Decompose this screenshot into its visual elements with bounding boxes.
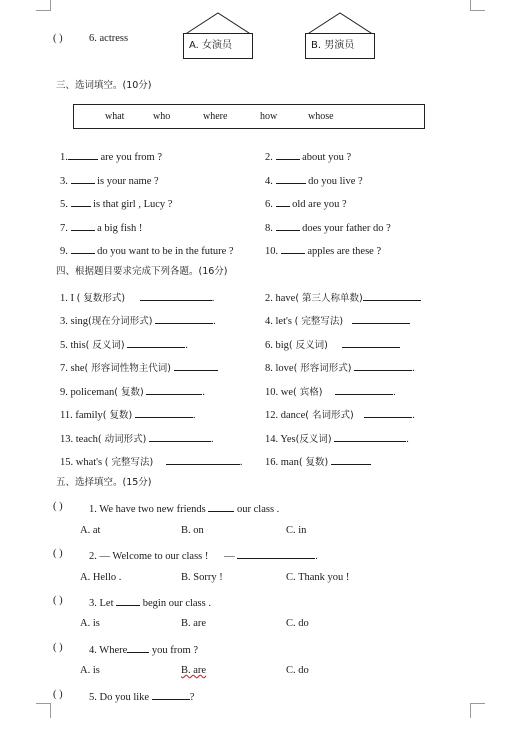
word-bank-box (73, 104, 425, 129)
choice-question: 4. Where you from ? (89, 641, 198, 658)
choice-option: A. is (80, 665, 100, 676)
choice-option: C. do (286, 665, 309, 676)
word-form-item: 2. have( 第三人称单数) (265, 289, 421, 306)
word-form-item: 11. family( 复数) . (60, 406, 195, 423)
word-bank-word: whose (308, 111, 334, 122)
choice-question: 3. Let begin our class . (89, 594, 211, 611)
crop-mark-top-left (36, 0, 51, 11)
section4-title: 四、根据题目要求完成下列各题。(16分) (56, 266, 228, 277)
choice-option: A. Hello . (80, 572, 122, 583)
word-form-item: 12. dance( 名词形式) . (265, 406, 415, 423)
choice-option: A. at (80, 525, 101, 536)
house-option-a (183, 12, 253, 60)
crop-mark-top-right (470, 0, 485, 11)
word-form-item: 13. teach( 动词形式) . (60, 430, 214, 447)
house-option-b (305, 12, 375, 60)
choice-option: C. in (286, 525, 307, 536)
word-form-item: 16. man( 复数) (265, 453, 371, 470)
choice-question: 1. We have two new friends our class . (89, 500, 279, 517)
fill-item: 2. about you ? (265, 148, 351, 165)
fill-item: 9. do you want to be in the future ? (60, 242, 234, 259)
house-label: A. 女演员 (189, 40, 233, 51)
fill-item: 8. does your father do ? (265, 219, 391, 236)
choice-option: B. on (181, 525, 204, 536)
fill-item: 3. is your name ? (60, 172, 159, 189)
section5-title: 五、选择填空。(15分) (56, 477, 152, 488)
top-item-text: 6. actress (89, 33, 129, 44)
choice-paren: ( ) (53, 642, 63, 653)
choice-paren: ( ) (53, 689, 63, 700)
word-bank-word: who (153, 111, 171, 122)
choice-question: 5. Do you like ? (89, 688, 194, 705)
word-form-item: 14. Yes(反义词) . (265, 430, 409, 447)
word-form-item: 3. sing(现在分词形式) . (60, 312, 216, 329)
house-label: B. 男演员 (311, 40, 355, 51)
word-bank-word: where (203, 111, 228, 122)
fill-item: 10. apples are these ? (265, 242, 381, 259)
choice-paren: ( ) (53, 548, 63, 559)
fill-item: 1. are you from ? (60, 148, 162, 165)
word-form-item: 15. what's ( 完整写法) . (60, 453, 242, 470)
fill-item: 7. a big fish ! (60, 219, 142, 236)
choice-option: A. is (80, 618, 100, 629)
word-form-item: 6. big( 反义词) (265, 336, 400, 353)
fill-item: 6. old are you ? (265, 195, 347, 212)
crop-mark-bottom-left (36, 703, 51, 718)
section3-title: 三、选词填空。(10分) (56, 80, 152, 91)
choice-option: C. Thank you ! (286, 572, 350, 583)
crop-mark-bottom-right (470, 703, 485, 718)
choice-question: 2. — Welcome to our class ! — . (89, 547, 318, 564)
choice-option: B. are (181, 618, 207, 629)
word-form-item: 5. this( 反义词) . (60, 336, 188, 353)
choice-option: B. Sorry ! (181, 572, 223, 583)
choice-option: C. do (286, 618, 309, 629)
word-form-item: 10. we( 宾格) . (265, 383, 396, 400)
fill-item: 5. is that girl , Lucy ? (60, 195, 172, 212)
word-bank-word: what (105, 111, 125, 122)
top-item-paren: ( ) (53, 33, 63, 44)
word-bank-word: how (260, 111, 278, 122)
word-form-item: 7. she( 形容词性物主代词) (60, 359, 218, 376)
fill-item: 4. do you live ? (265, 172, 363, 189)
choice-paren: ( ) (53, 595, 63, 606)
word-form-item: 9. policeman( 复数) . (60, 383, 205, 400)
word-form-item: 4. let's ( 完整写法) (265, 312, 410, 329)
choice-option: B. are (181, 665, 207, 676)
choice-paren: ( ) (53, 501, 63, 512)
word-form-item: 1. I ( 复数形式) . (60, 289, 214, 306)
word-form-item: 8. love( 形容词形式) . (265, 359, 415, 376)
